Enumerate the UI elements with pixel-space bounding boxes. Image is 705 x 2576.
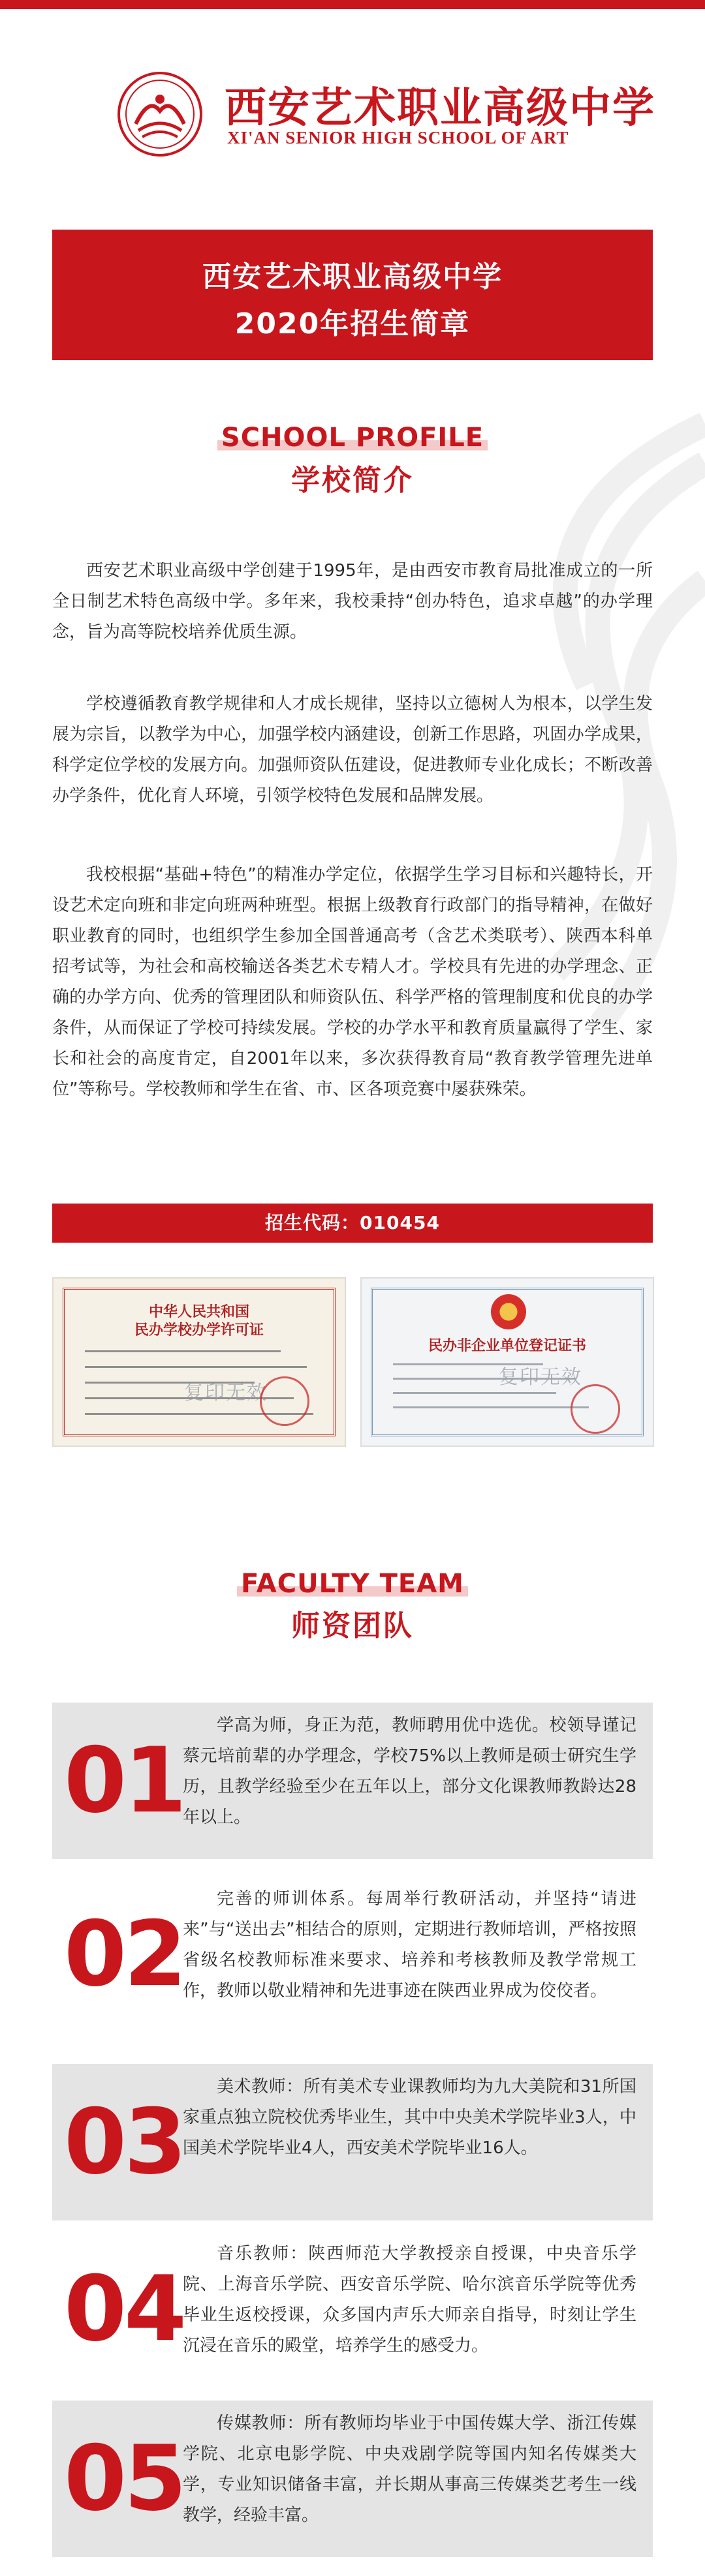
certificate-text-line	[393, 1406, 589, 1408]
certificate-watermark: 复印无效	[184, 1382, 268, 1404]
enrollment-code-bar: 招生代码：010454	[52, 1204, 653, 1243]
profile-paragraph-1: 西安艺术职业高级中学创建于1995年，是由西安市教育局批准成立的一所全日制艺术特色高级中学。多年来，我校秉持“创办特色，追求卓越”的办学理念，旨为高等院校培养优质生源。	[52, 561, 653, 642]
faculty-title-cn: 师资团队	[291, 1609, 414, 1643]
certificate-text-line	[85, 1350, 281, 1352]
faculty-item-text: 完善的师训体系。每周举行教研活动，并坚持“请进来”与“送出去”相结合的原则，定期进行教师培训，严格按照省级名校教师标准来要求、培养和考核教师及教学常规工作，教师以敬业精神和先进事迹在陕西业界成为佼佼者。	[183, 1889, 636, 2001]
profile-title-en: SCHOOL PROFILE	[0, 423, 705, 453]
school-license-certificate	[52, 1277, 346, 1447]
faculty-item-01	[52, 1703, 653, 1859]
certificate-title-line2: 民办学校办学许可证	[134, 1322, 264, 1339]
school-logo	[116, 70, 655, 168]
certificate-title: 民办非企业单位登记证书	[428, 1338, 586, 1354]
official-seal-icon	[571, 1384, 620, 1434]
faculty-item-05	[52, 2401, 653, 2557]
certificate-title-line1: 中华人民共和国	[148, 1304, 249, 1320]
faculty-item-text: 美术教师：所有美术专业课教师均为九大美院和31所国家重点独立院校优秀毕业生，其中中央美术学院毕业3人，中国美术学院毕业4人，西安美术学院毕业16人。	[183, 2077, 636, 2158]
profile-paragraph-3: 我校根据“基础+特色”的精准办学定位，依据学生学习目标和兴趣特长，开设艺术定向班和非定向班两种班型。根据上级教育行政部门的指导精神，在做好职业教育的同时，也组织学生参加全国普通高考（含艺术类联考）、陕西本科单招考试等，为社会和高校输送各类艺术专精人才。学校具有先进的办学理念、正确的办学方向、优秀的管理团队和师资队伍、科学严格的管理制度和优良的办学条件，从而保证了学校可持续发展。学校的办学水平和教育质量赢得了学生、家长和社会的高度肯定，自2001年以来，多次获得教育局“教育教学管理先进单位”等称号。学校教师和学生在省、市、区各项竞赛中屡获殊荣。	[52, 865, 653, 1099]
faculty-item-text: 音乐教师：陕西师范大学教授亲自授课，中央音乐学院、上海音乐学院、西安音乐学院、哈尔滨音乐学院等优秀毕业生返校授课，众多国内声乐大师亲自指导，时刻让学生沉浸在音乐的殿堂，培养学生的感受力。	[183, 2244, 636, 2356]
faculty-item-number: 02	[64, 1902, 185, 2007]
faculty-item-number: 03	[64, 2089, 185, 2194]
faculty-item-02	[52, 1876, 653, 2033]
certificate-watermark: 复印无效	[499, 1366, 582, 1389]
certificate-text-line	[393, 1392, 556, 1394]
school-emblem-icon	[116, 70, 204, 158]
faculty-item-number: 01	[64, 1728, 185, 1833]
school-name-cn: 西安艺术职业高级中学	[225, 83, 655, 132]
title-banner	[52, 230, 653, 360]
faculty-item-number: 05	[64, 2426, 185, 2531]
faculty-item-number: 04	[64, 2256, 185, 2361]
national-emblem-icon	[491, 1294, 526, 1329]
faculty-item-04	[52, 2231, 653, 2387]
profile-paragraph-2: 学校遵循教育教学规律和人才成长规律，坚持以立德树人为根本，以学生发展为宗旨，以教学为中心，加强学校内涵建设，创新工作思路，巩固办学成果，科学定位学校的发展方向。加强师资队伍建设，促进教师专业化成长；不断改善办学条件，优化育人环境，引领学校特色发展和品牌发展。	[52, 694, 653, 806]
profile-title-cn: 学校简介	[291, 464, 414, 497]
official-seal-icon	[260, 1376, 309, 1426]
faculty-title-en: FACULTY TEAM	[0, 1569, 705, 1599]
banner-school-name: 西安艺术职业高级中学	[202, 260, 503, 294]
background-swirl-decoration	[457, 385, 705, 1298]
registration-certificate	[360, 1277, 654, 1447]
top-accent-bar	[0, 0, 705, 9]
faculty-item-text: 学高为师，身正为范，教师聘用优中选优。校领导谨记蔡元培前辈的办学理念，学校75%以上教师是硕士研究生学历，且教学经验至少在五年以上，部分文化课教师教龄达28年以上。	[183, 1716, 636, 1827]
banner-subtitle: 2020年招生简章	[234, 307, 471, 341]
faculty-item-03	[52, 2064, 653, 2220]
school-name-en: XI'AN SENIOR HIGH SCHOOL OF ART	[227, 128, 569, 147]
faculty-item-text: 传媒教师：所有教师均毕业于中国传媒大学、浙江传媒学院、北京电影学院、中央戏剧学院等国内知名传媒类大学，专业知识储备丰富，并长期从事高三传媒类艺考生一线教学，经验丰富。	[183, 2414, 636, 2525]
certificate-text-line	[85, 1366, 307, 1368]
